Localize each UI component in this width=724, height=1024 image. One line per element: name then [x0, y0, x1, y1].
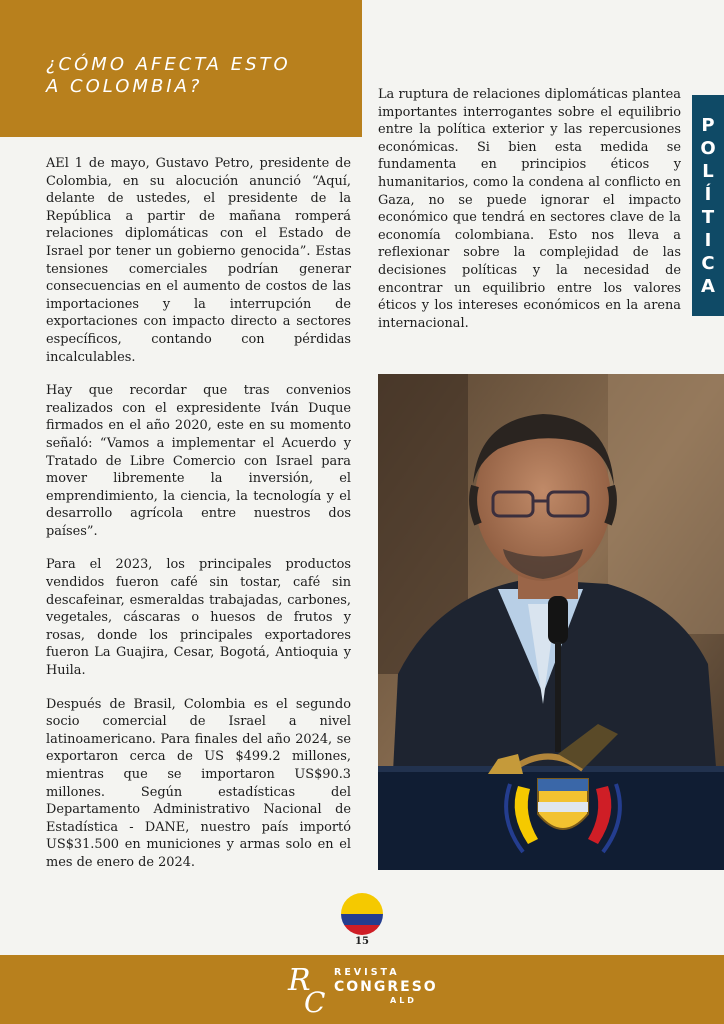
article-paragraph: AEl 1 de mayo, Gustavo Petro, presidente de Colombia, en su alocución anunció “Aquí, delante de ustedes, el presidente de la República a partir de mañana romperá relaciones diplomáticas con el Estado de Israel por tener un gobierno genocida”. Estas tensiones comerciales podrían generar consecuencias en el aumento de costos de las importaciones y la interrupción de exportaciones con impacto directo a sectores específicos, contando con pérdidas incalculables.: [46, 156, 351, 365]
svg-text:C: C: [304, 986, 326, 1018]
logo-line-congreso: CONGRESO: [334, 979, 438, 995]
title-banner: [0, 0, 362, 137]
logo-line-ald: ALD: [390, 996, 417, 1005]
section-letter: I: [704, 229, 712, 251]
svg-text:R: R: [288, 963, 311, 998]
article-paragraph: Hay que recordar que tras convenios realizados con el expresidente Iván Duque firmados en el año 2020, este en su momento señaló: “Vamos a implementar el Acuerdo y Tratado de Libre Comercio con Israel para mover libremente la inversión, el emprendimiento, la ciencia, la tecnología y el desarrollo agrícola entre nuestros dos países”.: [46, 383, 351, 539]
article-paragraph: Para el 2023, los principales productos vendidos fueron café sin tostar, café sin descafeinar, esmeraldas trabajadas, carbones, vegetales, cáscaras o huesos de frutos y rosas, donde los principales exportadores fueron La Guajira, Cesar, Bogotá, Antioquia y Huila.: [46, 557, 351, 679]
section-letter: Í: [704, 183, 712, 205]
colombia-flag-icon: [341, 893, 383, 935]
logo-monogram-icon: [286, 960, 332, 1018]
section-letter: O: [700, 137, 716, 159]
logo-line-revista: REVISTA: [334, 967, 400, 978]
section-tab-politica: [692, 95, 724, 316]
revista-congreso-logo: [286, 960, 446, 1018]
right-column: [378, 86, 681, 348]
section-letter: P: [701, 114, 715, 136]
article-paragraph: Después de Brasil, Colombia es el segundo socio comercial de Israel a nivel latinoamericano. Para finales del año 2024, se exportaron cerca de US $499.2 millones, mientras que se importaron US$90.3 millones. Según estadísticas del Departamento Administrativo Nacional de Estadística - DANE, nuestro país importó US$31.500 en municiones y armas solo en el mes de enero de 2024.: [46, 696, 351, 870]
left-column: [46, 155, 351, 888]
page-title-line1: ¿CÓMO AFECTA ESTO: [46, 54, 291, 75]
section-letter: C: [701, 252, 715, 274]
article-paragraph: La ruptura de relaciones diplomáticas plantea importantes interrogantes sobre el equilibrio entre la política exterior y las repercusiones económicas. Si bien esta medida se fundamenta en principios éticos y humanitarios, como la condena al conflicto en Gaza, no se puede ignorar el impacto económico que tendrá en sectores clave de la economía colombiana. Esto nos lleva a reflexionar sobre la complejidad de las decisiones políticas y la necesidad de encontrar un equilibrio entre los valores éticos y los intereses económicos en la arena internacional.: [378, 87, 681, 331]
page-title-line2: A COLOMBIA?: [46, 76, 203, 97]
section-letter: L: [702, 160, 714, 182]
section-letter: A: [701, 275, 715, 297]
speaker-photo: [378, 374, 724, 870]
section-letter: T: [701, 206, 715, 228]
page-title: [46, 54, 346, 98]
page-number: 15: [355, 936, 369, 947]
